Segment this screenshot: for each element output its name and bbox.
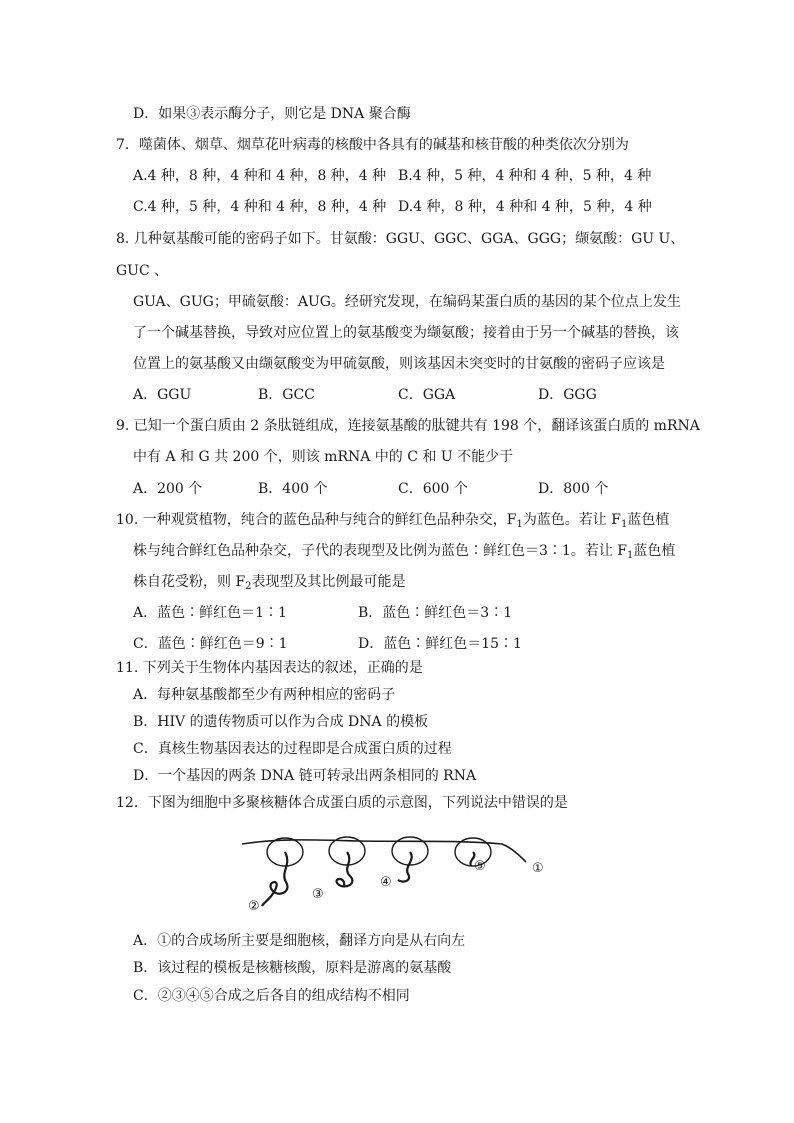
label-1: ① (532, 861, 544, 876)
polypeptide-chain-3 (336, 852, 352, 886)
q8-stem-line4: 了一个碱基替换，导致对应位置上的氨基酸变为缬氨酸；接着由于另一个碱基的替换，该 (133, 325, 679, 341)
polypeptide-chain-4 (398, 852, 412, 882)
q8-option-d: D．GGG (538, 387, 597, 403)
q10-stem-line2: 株与纯合鲜红色品种杂交，子代的表现型及比例为蓝色∶鲜红色＝3∶1。若让 $F_1$蓝色植 (133, 543, 676, 561)
q6-option-d: D．如果③表示酶分子，则它是 DNA 聚合酶 (133, 106, 411, 122)
label-4: ④ (380, 875, 392, 890)
q9-option-a: A．200 个 (133, 481, 203, 497)
q9-option-d: D．800 个 (538, 481, 609, 497)
q8-option-a: A．GGU (133, 387, 192, 403)
q7-option-d: D.4 种，8 种，4 种和 4 种，5 种，4 种 (398, 199, 652, 215)
q8-stem-line1: 8. 几种氨基酸可能的密码子如下。甘氨酸：GGU、GGC、GGA、GGG；缬氨酸：GU U、 (116, 231, 685, 247)
q10-option-a: A．蓝色∶鲜红色＝1∶1 (133, 605, 287, 621)
q7-option-c: C.4 种，5 种，4 种和 4 种，8 种，4 种 (133, 199, 387, 215)
q12-option-c: C．②③④⑤合成之后各自的组成结构不相同 (133, 988, 410, 1004)
q11-stem: 11. 下列关于生物体内基因表达的叙述，正确的是 (116, 660, 423, 676)
q11-option-a: A．每种氨基酸都至少有两种相应的密码子 (133, 687, 396, 703)
label-2: ② (248, 899, 260, 914)
q8-stem-line3: GUA、GUG；甲硫氨酸：AUG。经研究发现，在编码某蛋白质的基因的某个位点上发生 (133, 294, 681, 310)
q7-stem: 7．噬菌体、烟草、烟草花叶病毒的核酸中各具有的碱基和核苷酸的种类依次分别为 (116, 137, 629, 153)
q9-option-b: B．400 个 (258, 481, 328, 497)
label-3: ③ (312, 887, 324, 902)
q11-option-b: B．HIV 的遗传物质可以作为合成 DNA 的模板 (133, 714, 429, 730)
q10-option-b: B．蓝色∶鲜红色＝3∶1 (358, 605, 513, 621)
label-5: ⑤ (474, 859, 486, 874)
q10-option-c: C．蓝色∶鲜红色＝9∶1 (133, 636, 288, 652)
q12-option-a: A．①的合成场所主要是细胞核，翻译方向是从右向左 (133, 933, 466, 949)
q8-option-c: C．GGA (398, 387, 456, 403)
q11-option-d: D．一个基因的两条 DNA 链可转录出两条相同的 RNA (133, 768, 477, 784)
q11-option-c: C．真核生物基因表达的过程即是合成蛋白质的过程 (133, 741, 452, 757)
q7-option-a: A.4 种，8 种，4 种和 4 种，8 种，4 种 (133, 168, 387, 184)
q8-stem-line5: 位置上的氨基酸又由缬氨酸变为甲硫氨酸，则该基因未突变时的甘氨酸的密码子应该是 (133, 356, 665, 372)
q9-stem-line2: 中有 A 和 G 共 200 个，则该 mRNA 中的 C 和 U 不能少于 (133, 449, 514, 465)
q9-option-c: C．600 个 (398, 481, 468, 497)
q10-stem-line1: 10. 一种观赏植物，纯合的蓝色品种与纯合的鲜红色品种杂交，$F_1$为蓝色。若让 $F_1$蓝色植 (116, 512, 670, 530)
q12-stem: 12．下图为细胞中多聚核糖体合成蛋白质的示意图，下列说法中错误的是 (116, 795, 568, 811)
polyribosome-figure (240, 830, 550, 920)
q7-option-b: B.4 种，5 种，4 种和 4 种，5 种，4 种 (398, 168, 652, 184)
q8-stem-line2: GUC 、 (116, 263, 169, 279)
q10-option-d: D．蓝色∶鲜红色＝15∶1 (358, 636, 522, 652)
polypeptide-chain-2 (262, 852, 287, 906)
q8-option-b: B．GCC (258, 387, 315, 403)
q10-stem-line3: 株自花受粉，则 $F_2$表现型及其比例最可能是 (133, 574, 406, 592)
q9-stem-line1: 9. 已知一个蛋白质由 2 条肽链组成，连接氨基酸的肽键共有 198 个，翻译该蛋白质的 mRNA (116, 418, 700, 434)
q12-option-b: B．该过程的模板是核糖核酸，原料是游离的氨基酸 (133, 960, 452, 976)
